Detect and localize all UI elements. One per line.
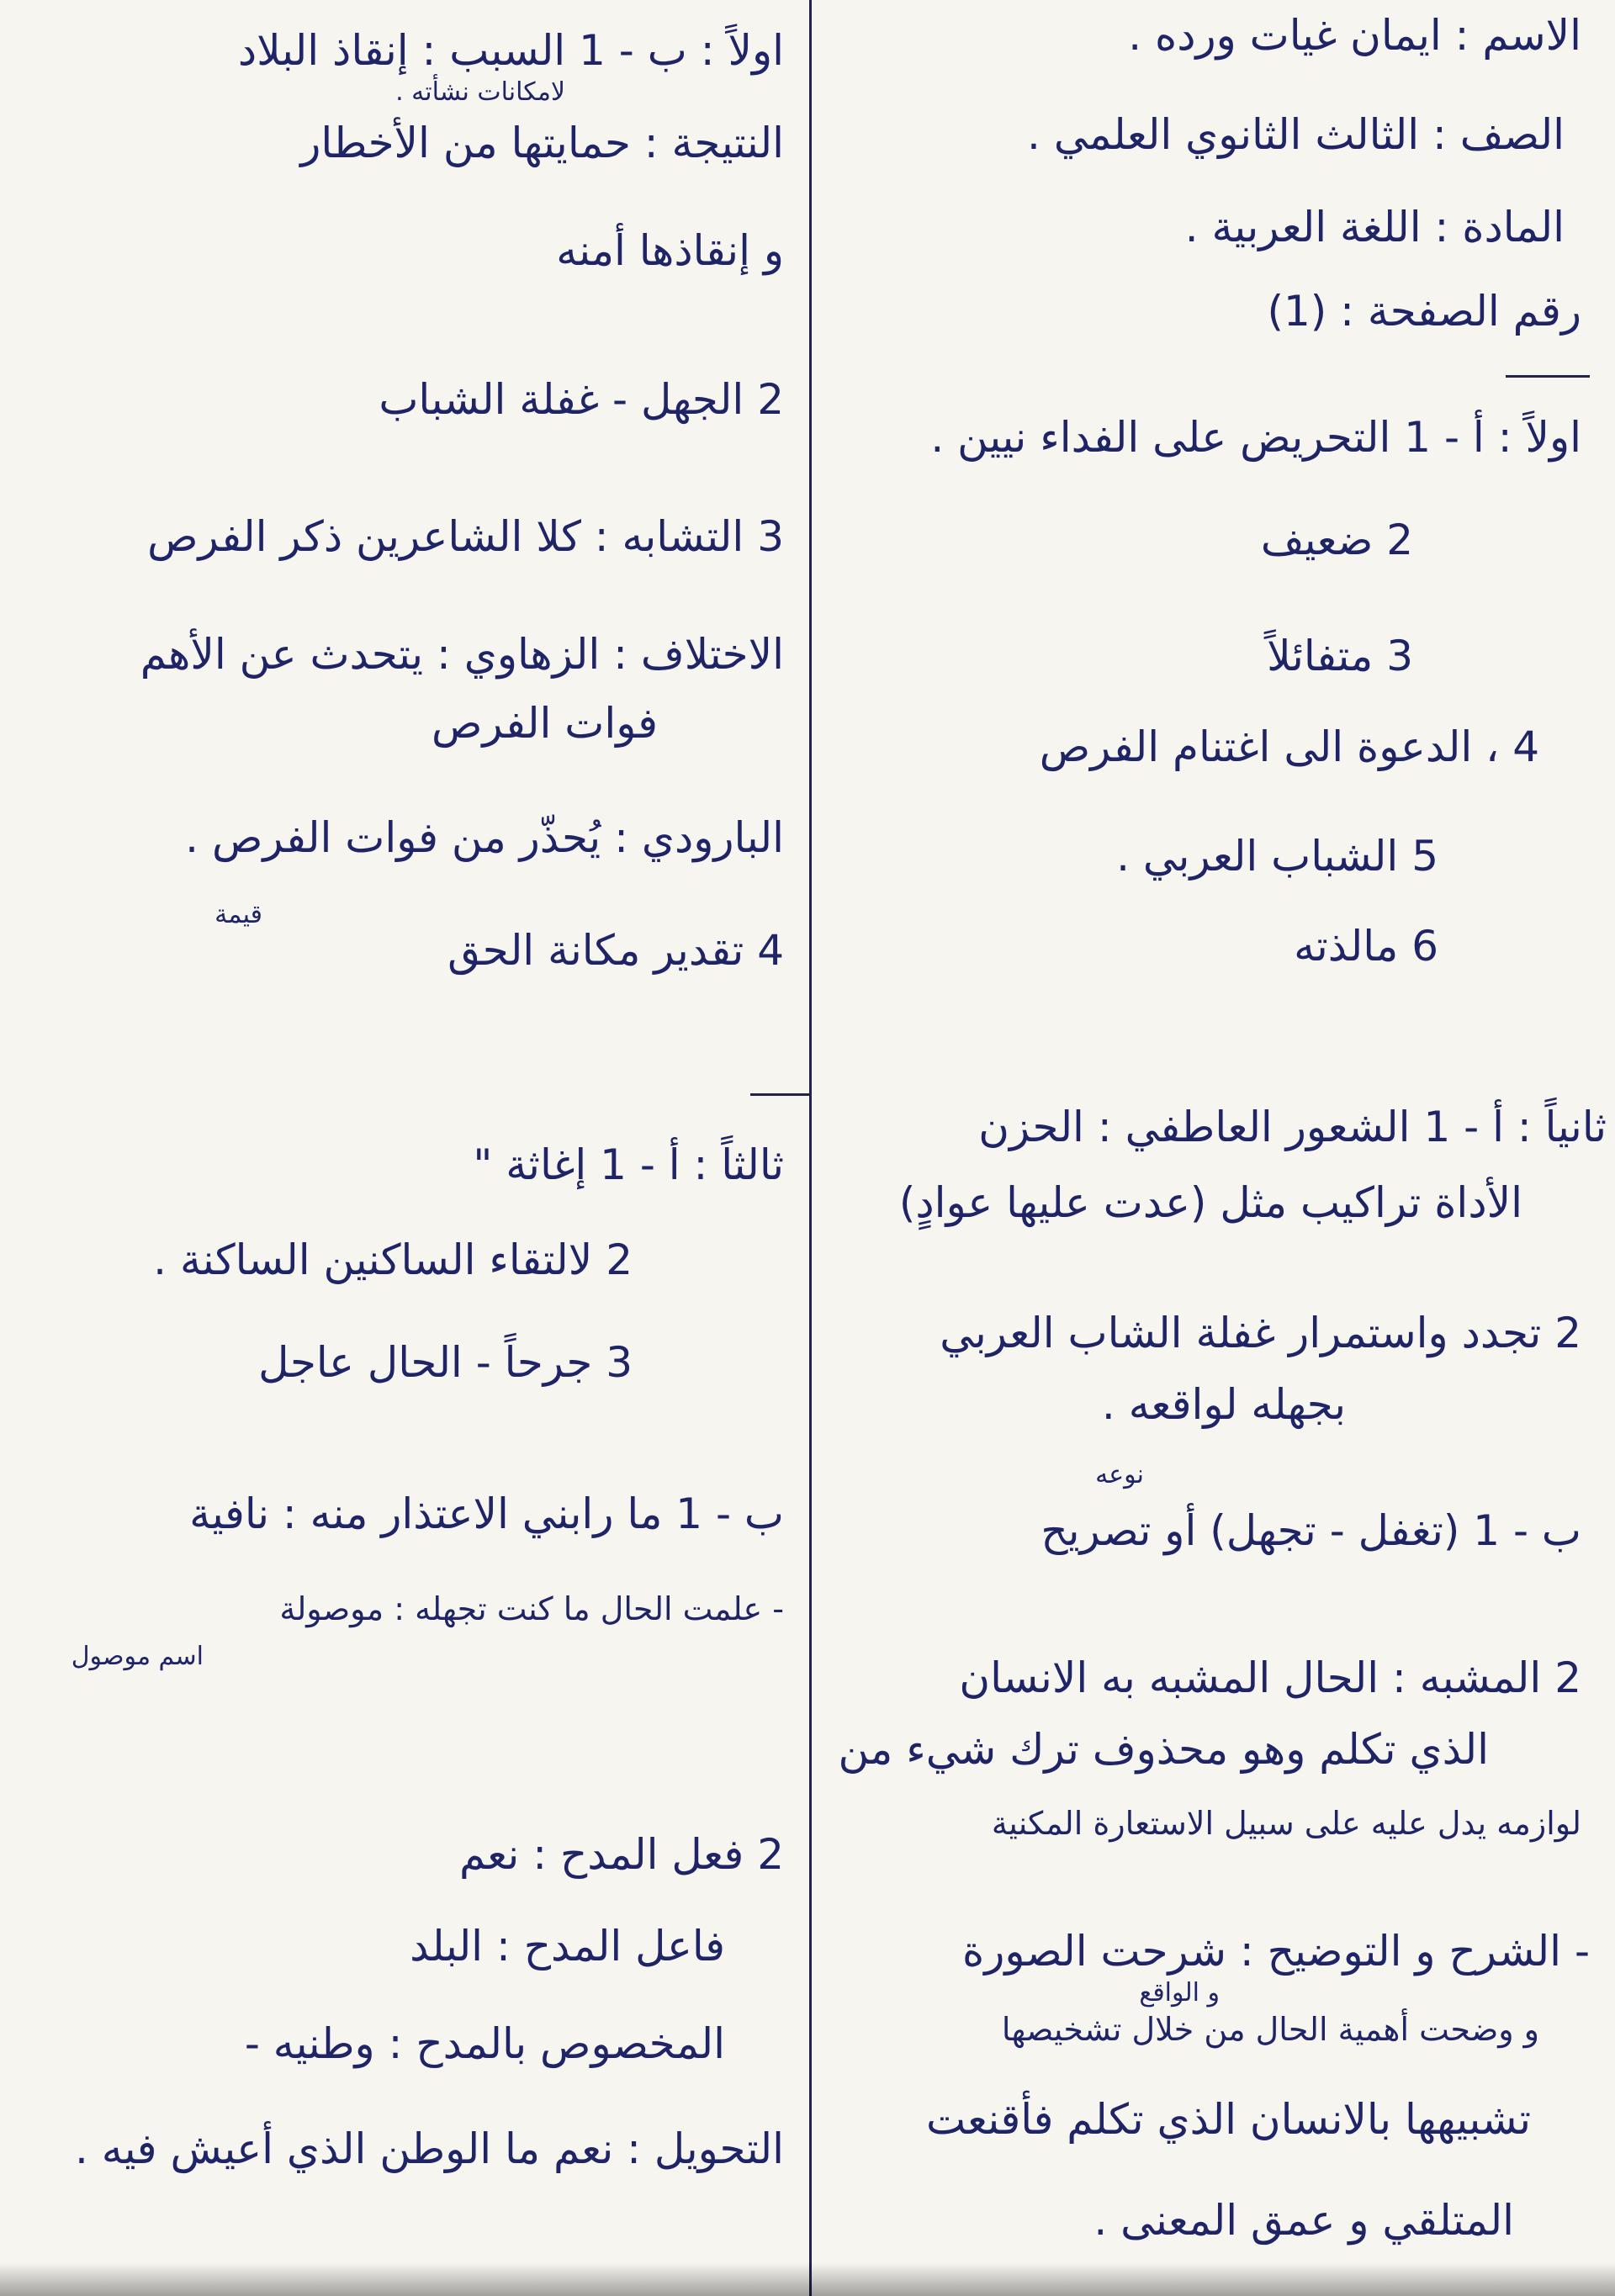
s2-b3-line3: تشبيهها بالانسان الذي تكلم فأقنعت <box>926 2095 1531 2144</box>
s2-b3-line4: المتلقي و عمق المعنى . <box>1093 2196 1514 2245</box>
s1-b3-line4: البارودي : يُحذّر من فوات الفرص . <box>185 813 784 862</box>
column-divider <box>809 0 812 2296</box>
s2-b2-line2: الذي تكلم وهو محذوف ترك شيء من <box>838 1725 1489 1774</box>
grade-line: الصف : الثالث الثانوي العلمي . <box>1027 110 1565 159</box>
s1-b3-line2: الاختلاف : الزهاوي : يتحدث عن الأهم <box>140 630 784 679</box>
s3-b1-line2: - علمت الحال ما كنت تجهله : موصولة <box>279 1590 784 1627</box>
s1-q2: 2 ضعيف <box>1260 516 1413 564</box>
s2-b3-line2: و وضحت أهمية الحال من خلال تشخيصها <box>1001 2011 1539 2048</box>
s2-b1-note: نوعه <box>1095 1460 1144 1489</box>
student-name: الاسم : ايمان غيات ورده . <box>1128 11 1581 60</box>
s3-b2-line3: المخصوص بالمدح : وطنيه - <box>244 2019 725 2068</box>
s1-b3-line3: فوات الفرص <box>431 699 658 748</box>
s1-q4: 4 ، الدعوة الى اغتنام الفرص <box>1039 722 1539 771</box>
s2-q2-line2: بجهله لواقعه . <box>1101 1380 1346 1429</box>
header-rule <box>1506 375 1590 378</box>
s2-b2-line1: 2 المشبه : الحال المشبه به الانسان <box>959 1653 1581 1702</box>
s3-b1-line3: اسم موصول <box>71 1642 204 1671</box>
s3-a1: ثالثاً : أ - 1 إغاثة " <box>473 1140 784 1189</box>
s3-b2-line1: 2 فعل المدح : نعم <box>459 1830 784 1879</box>
s1-q6: 6 مالذته <box>1294 922 1438 971</box>
s1-b1-line1: اولاً : ب - 1 السبب : إنقاذ البلاد <box>237 26 784 75</box>
s1-b4-note: قيمة <box>214 900 262 929</box>
s1-b1-line3: و إنقاذها أمنه <box>556 226 784 275</box>
s1-b4: 4 تقدير مكانة الحق <box>447 926 784 975</box>
s2-b2-line3: لوازمه يدل عليه على سبيل الاستعارة المكنية <box>991 1805 1581 1842</box>
section-rule <box>750 1093 809 1096</box>
s2-b1: ب - 1 (تغفل - تجهل) أو تصريح <box>1040 1506 1581 1555</box>
s1-b2: 2 الجهل - غفلة الشباب <box>379 375 784 424</box>
page-bottom-shadow <box>0 2262 1615 2296</box>
s1-q3: 3 متفائلاً <box>1267 632 1413 680</box>
s3-b2-line4: التحويل : نعم ما الوطن الذي أعيش فيه . <box>75 2124 784 2173</box>
s2-q1-line2: الأداة تراكيب مثل (عدت عليها عوادٍ) <box>898 1178 1522 1227</box>
page-number: رقم الصفحة : (1) <box>1267 287 1581 336</box>
s1-b1-line2: النتيجة : حمايتها من الأخطار <box>300 119 784 167</box>
s1-q5: 5 الشباب العربي . <box>1116 832 1438 881</box>
s3-b2-line2: فاعل المدح : البلد <box>410 1922 725 1971</box>
s1-q1: اولاً : أ - 1 التحريض على الفداء نيين . <box>930 413 1581 462</box>
s2-b3-note: و الواقع <box>1139 1978 1220 2008</box>
s2-q1-line1: ثانياً : أ - 1 الشعور العاطفي : الحزن <box>978 1103 1607 1151</box>
s3-a3: 3 جرحاً - الحال عاجل <box>258 1338 633 1387</box>
s2-q2-line1: 2 تجدد واستمرار غفلة الشاب العربي <box>940 1309 1581 1357</box>
subject-line: المادة : اللغة العربية . <box>1184 203 1565 251</box>
s3-b1-line1: ب - 1 ما رابني الاعتذار منه : نافية <box>189 1489 784 1538</box>
right-column <box>823 0 1615 2296</box>
s1-b3-line1: 3 التشابه : كلا الشاعرين ذكر الفرص <box>147 512 784 561</box>
s1-b1-note: لامكانات نشأته . <box>395 77 565 107</box>
s3-a2: 2 لالتقاء الساكنين الساكنة . <box>153 1235 633 1284</box>
s2-b3-line1: - الشرح و التوضيح : شرحت الصورة <box>962 1927 1590 1976</box>
